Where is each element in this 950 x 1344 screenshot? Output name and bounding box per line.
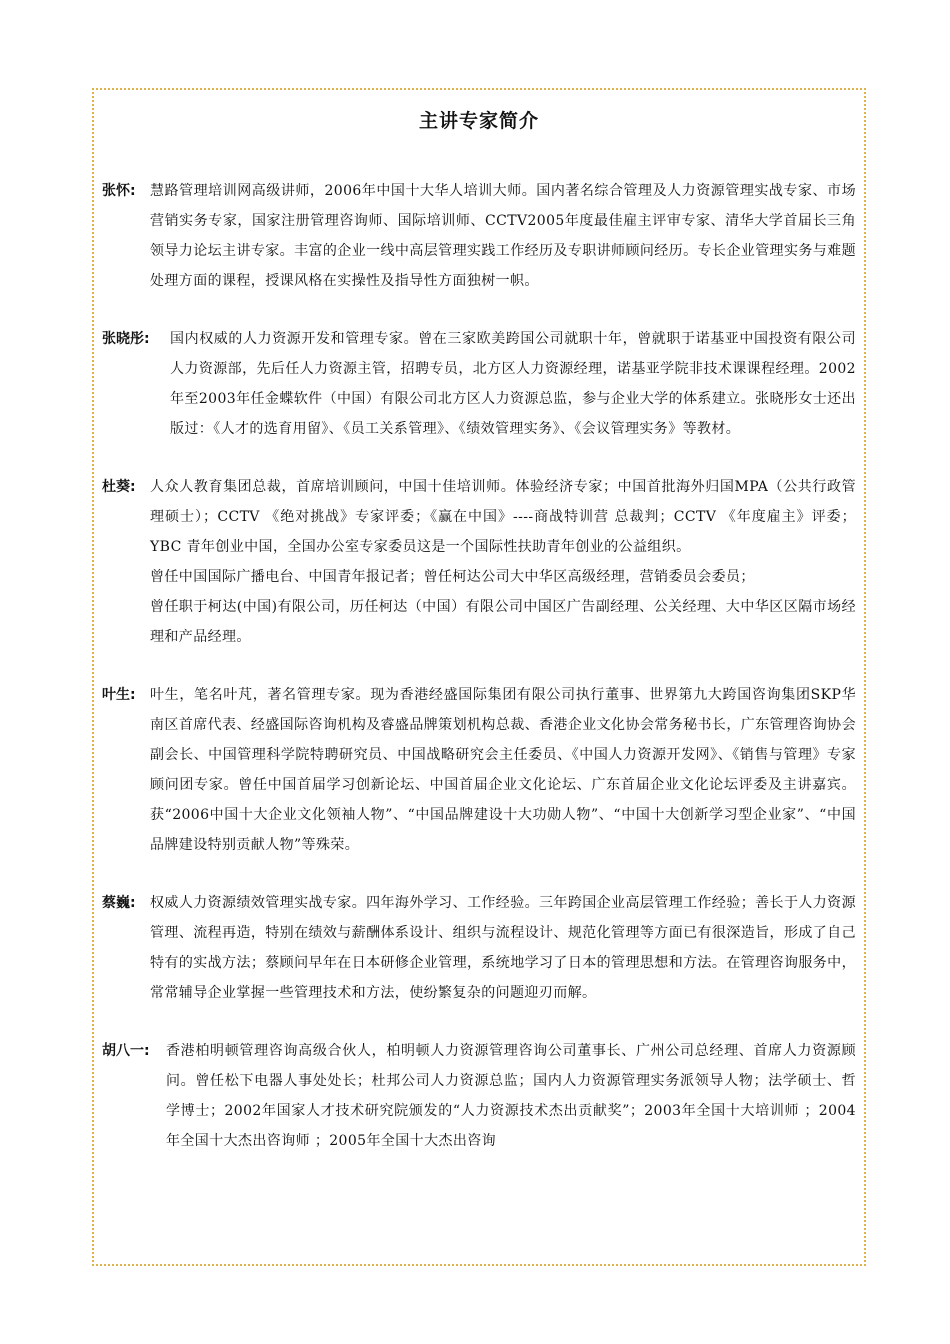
page-title: 主讲专家简介	[418, 110, 539, 132]
bio-paragraph: 曾任职于柯达(中国)有限公司，历任柯达（中国）有限公司中国区广告副经理、公关经理、大中华区区隔市场经理和产品经理。	[150, 599, 856, 645]
bio-paragraph: 国内权威的人力资源开发和管理专家。曾在三家欧美跨国公司就职十年，曾就职于诺基亚中国投资有限公司人力资源部，先后任人力资源主管，招聘专员，北方区人力资源经理，诺基亚学院非技术课课程经理。2002年至2003年任金蝶软件（中国）有限公司北方区人力资源总监，参与企业大学的体系建立。张晓彤女士还出版过：《人才的选育用留》、《员工关系管理》、《绩效管理实务》、《会议管理实务》等教材。	[170, 331, 856, 437]
bio-paragraph: 慧路管理培训网高级讲师，2006年中国十大华人培训大师。国内著名综合管理及人力资源管理实战专家、市场营销实务专家，国家注册管理咨询师、国际培训师、CCTV2005年度最佳雇主评审专家、清华大学首届长三角领导力论坛主讲专家。丰富的企业一线中高层管理实践工作经历及专职讲师顾问经历。专长企业管理实务与难题处理方面的课程，授课风格在实操性及指导性方面独树一帜。	[150, 183, 856, 289]
expert-entry	[102, 888, 856, 1008]
expert-name: 张晓彤:	[102, 331, 150, 347]
expert-bio	[150, 680, 856, 860]
expert-entry	[102, 472, 856, 652]
expert-name: 胡八一:	[102, 1043, 150, 1059]
expert-bio	[170, 324, 856, 444]
expert-name: 张怀:	[102, 183, 136, 199]
bio-paragraph: 人众人教育集团总裁，首席培训顾问，中国十佳培训师。体验经济专家；中国首批海外归国MPA（公共行政管理硕士）；CCTV 《绝对挑战》专家评委；《赢在中国》----商战特训营 总裁判；CCTV 《年度雇主》评委；YBC 青年创业中国，全国办公室专家委员这是一个国际性扶助青年创业的公益组织。	[150, 479, 856, 555]
expert-bio	[150, 888, 856, 1008]
expert-list	[102, 176, 856, 1184]
bio-paragraph: 香港柏明顿管理咨询高级合伙人，柏明顿人力资源管理咨询公司董事长、广州公司总经理、首席人力资源顾问。曾任松下电器人事处处长；杜邦公司人力资源总监；国内人力资源管理实务派领导人物；法学硕士、哲学博士；2002年国家人才技术研究院颁发的“人力资源技术杰出贡献奖”；2003年全国十大培训师 ；2004年全国十大杰出咨询师 ；2005年全国十大杰出咨询	[166, 1043, 856, 1149]
expert-entry	[102, 176, 856, 296]
expert-bio	[166, 1036, 856, 1156]
expert-entry	[102, 680, 856, 860]
bio-paragraph: 叶生，笔名叶芃，著名管理专家。现为香港经盛国际集团有限公司执行董事、世界第九大跨国咨询集团SKP华南区首席代表、经盛国际咨询机构及睿盛品牌策划机构总裁、香港企业文化协会常务秘书长，广东管理咨询协会副会长、中国管理科学院特聘研究员、中国战略研究会主任委员、《中国人力资源开发网》、《销售与管理》专家顾问团专家。曾任中国首届学习创新论坛、中国首届企业文化论坛、广东首届企业文化论坛评委及主讲嘉宾。获“2006中国十大企业文化领袖人物”、“中国品牌建设十大功勋人物”、“中国十大创新学习型企业家”、“中国品牌建设特别贡献人物”等殊荣。	[150, 687, 856, 853]
expert-bio	[150, 472, 856, 652]
expert-entry	[102, 1036, 856, 1156]
expert-name: 杜葵:	[102, 479, 136, 495]
bio-paragraph: 权威人力资源绩效管理实战专家。四年海外学习、工作经验。三年跨国企业高层管理工作经验；善长于人力资源管理、流程再造，特别在绩效与薪酬体系设计、组织与流程设计、规范化管理等方面已有很深造旨，形成了自己特有的实战方法；蔡顾问早年在日本研修企业管理，系统地学习了日本的管理思想和方法。在管理咨询服务中，常常辅导企业掌握一些管理技术和方法，使纷繁复杂的问题迎刃而解。	[150, 895, 856, 1001]
expert-name: 叶生:	[102, 687, 136, 703]
bio-paragraph: 曾任中国国际广播电台、中国青年报记者；曾任柯达公司大中华区高级经理，营销委员会委员；	[150, 569, 755, 585]
expert-entry	[102, 324, 856, 444]
expert-name: 蔡巍:	[102, 895, 136, 911]
page-frame	[92, 88, 866, 1266]
expert-bio	[150, 176, 856, 296]
